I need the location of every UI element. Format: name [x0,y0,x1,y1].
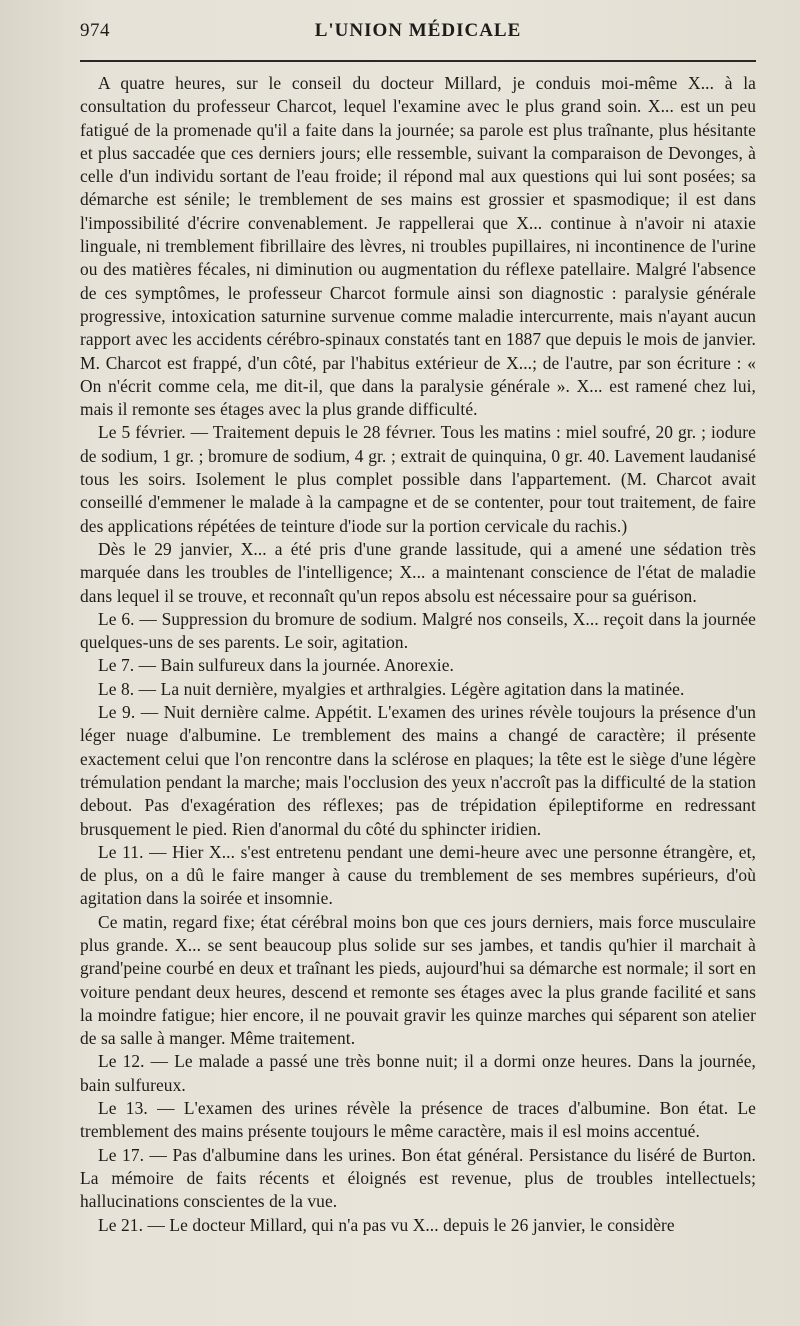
paragraph-le-6: Le 6. — Suppression du bromure de sodium. Malgré nos conseils, X... reçoit dans la journée quelques-uns de ses parents. Le soir, agitation. [80,608,756,653]
paragraph-le-8: Le 8. — La nuit dernière, myalgies et arthralgies. Légère agitation dans la matinée. [98,678,685,699]
page-number: 974 [80,20,110,41]
paragraph-ce-matin: Ce matin, regard fixe; état cérébral moins bon que ces jours derniers, mais force musculaire plus grande. X... se sent beaucoup plus solide sur ses jambes, et tandis qu'hier il marchait à grand'peine courbé en deux et traînant les pieds, aujourd'hui sa démarche est normale; il sort en voiture pendant deux heures, descend et remonte ses étages avec la plus grande facilité et sans la moindre fatigue; hier encore, il ne pouvait gravir les quinze marches qui séparent son atelier de sa salle à manger. Même traitement. [80,911,756,1049]
running-head [80,14,756,48]
header-rule [80,60,756,62]
paragraph-le-9: Le 9. — Nuit dernière calme. Appétit. L'examen des urines révèle toujours la présence d'un léger nuage d'albumine. Le tremblement des mains a changé de caractère; il présente exactement celui que l'on rencontre dans la sclérose en plaques; la tête est le siège d'une légère trémulation pendant la marche; mais l'occlusion des yeux n'accroît pas la difficulté de la station debout. Pas d'exagération des réflexes; pas de trépidation épileptiforme en redressant brusquement le pied. Rien d'anormal du côté du sphincter iridien. [80,702,756,839]
paragraph-le-21: Le 21. — Le docteur Millard, qui n'a pas vu X... depuis le 26 janvier, le considère [98,1214,675,1235]
paragraph-le-5-fevrier: Le 5 février. — Traitement depuis le 28 févrıer. Tous les matins : miel soufré, 20 gr. ; iodure de sodium, 1 gr. ; bromure de sodium, 4 gr. ; extrait de quinquina, 0 gr. 40. Lavement laudanisé tous les soirs. Isolement le plus complet possible dans l'appartement. (M. Charcot avait conseillé d'emmener le malade à la campagne et de se contenter, pour tout traitement, de faire des applications répétées de teinture d'iode sur la portion cervicale du rachis.) [80,422,756,536]
paragraph-le-12: Le 12. — Le malade a passé une très bonne nuit; il a dormi onze heures. Dans la journée, bain sulfureux. [80,1051,756,1095]
article-body [80,72,756,1237]
paragraph-le-17: Le 17. — Pas d'albumine dans les urines. Bon état général. Persistance du liséré de Burton. La mémoire de faits récents et éloignés est revenue, plus de troubles intellectuels; hallucinations conscientes de la vue. [80,1144,756,1212]
paragraph-le-13: Le 13. — L'examen des urines révèle la présence de traces d'albumine. Bon état. Le tremblement des mains présente toujours le même caractère, mais il esl moins accentué. [80,1098,756,1142]
paragraph-consultation: A quatre heures, sur le conseil du docteur Millard, je conduis moi-même X... à la consultation du professeur Charcot, lequel l'examine avec le plus grand soin. X... est un peu fatigué de la promenade qu'il a faite dans la journée; sa parole est plus traînante, plus hésitante et plus saccadée que ces derniers jours; elle ressemble, suivant la comparaison de Devonges, à celle d'un individu sortant de l'eau froide; il répond mal aux questions qui lui sont posées; sa démarche est sénile; le tremblement de ses mains est grossier et spasmodique; il est dans l'impossibilité d'écrire convenablement. Je rappellerai que X... continue à n'avoir ni ataxie linguale, ni tremblement fibrillaire des lèvres, ni troubles pupillaires, ni incontinence de l'urine ou des matières fécales, ni diminution ou augmentation du réflexe patellaire. Malgré l'absence de ces symptômes, le professeur Charcot formule ainsi son diagnostic : paralysie générale progressive, intoxication saturnine survenue comme maladie intercurrente, mais n'ayant aucun rapport avec les accidents cérébro-spinaux constatés tant en 1887 que depuis le mois de janvier. M. Charcot est frappé, d'un côté, par l'habitus extérieur de X...; de l'autre, par son écriture : « On n'écrit comme cela, me dit-il, que dans la paralysie générale ». X... est ramené chez lui, mais il remonte ses étages avec la plus grande difficulté. [80,73,756,420]
paragraph-des-le-29-janvier: Dès le 29 janvier, X... a été pris d'une grande lassitude, qui a amené une sédation très marquée dans les troubles de l'intelligence; X... a maintenant conscience de l'état de maladie dans lequel il se trouve, et reconnaît qu'un repos absolu est nécessaire pour sa guérison. [80,538,756,606]
journal-title: L'UNION MÉDICALE [314,20,522,41]
paragraph-le-11: Le 11. — Hier X... s'est entretenu pendant une demi-heure avec une personne étrangère, et, de plus, on a dû le faire manger à cause du tremblement de ses membres supérieurs, d'où agitation dans la soirée et insomnie. [80,841,756,909]
paragraph-le-7: Le 7. — Bain sulfureux dans la journée. Anorexie. [98,655,454,676]
